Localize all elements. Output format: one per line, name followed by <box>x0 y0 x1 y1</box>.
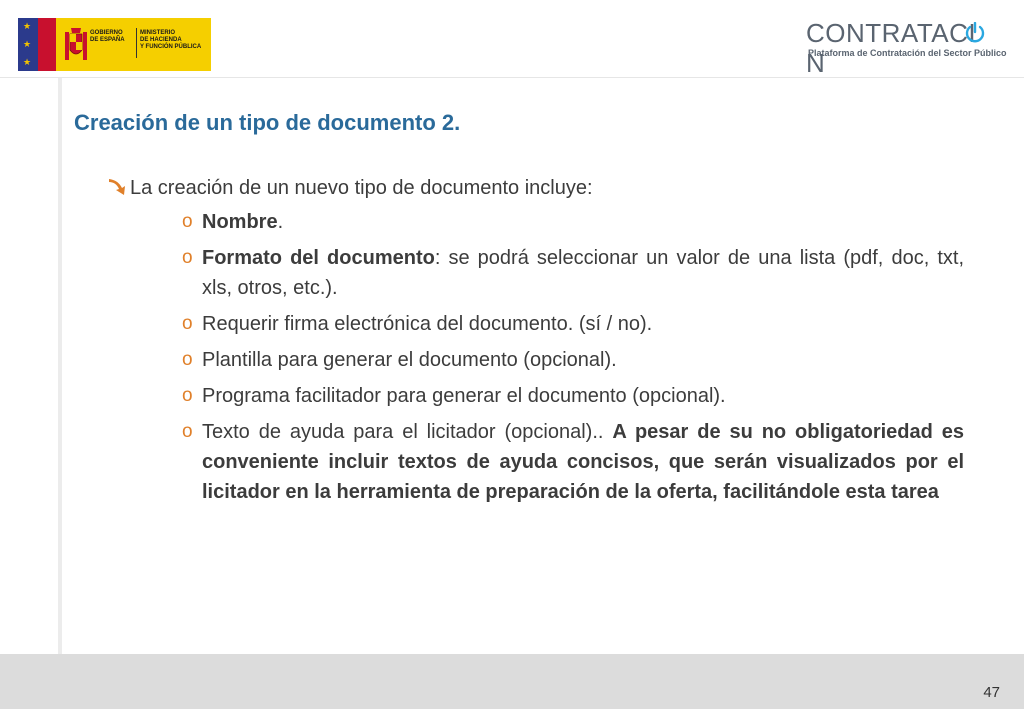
power-icon <box>964 22 986 44</box>
slide-content <box>106 173 966 513</box>
list-item: o Requerir firma electrónica del documento. (sí / no). <box>182 309 966 339</box>
footer-bar <box>0 654 1024 709</box>
intro-text: La creación de un nuevo tipo de documento incluye: <box>130 177 593 199</box>
bullet: o <box>182 349 193 370</box>
feature-list <box>106 207 966 507</box>
bullet: o <box>182 247 193 268</box>
government-logo <box>18 18 211 71</box>
gov-label-line1: GOBIERNO DE ESPAÑA <box>90 30 125 43</box>
eu-flag: ★ ★ ★ <box>18 18 38 71</box>
list-item: o Plantilla para generar el documento (opcional). <box>182 345 966 375</box>
brand-subtitle: Plataforma de Contratación del Sector Público <box>808 48 1007 58</box>
coat-of-arms-icon <box>63 24 89 64</box>
left-margin-rule <box>58 78 62 654</box>
brand-wordmark: CONTRATACIN <box>806 18 977 78</box>
bullet: o <box>182 385 193 406</box>
bullet: o <box>182 211 193 232</box>
contratacion-logo <box>806 18 1016 78</box>
slide-title: Creación de un tipo de documento 2. <box>74 110 461 135</box>
arrow-down-right-icon <box>106 177 128 199</box>
list-item: o Nombre. <box>182 207 966 237</box>
gov-label-line2: MINISTERIO DE HACIENDA Y FUNCIÓN PÚBLICA <box>140 30 202 50</box>
bullet: o <box>182 421 193 442</box>
intro-line <box>106 173 966 203</box>
list-item: o Texto de ayuda para el licitador (opcional).. A pesar de su no obligatoriedad es conveniente incluir textos de ayuda concisos, que serán visualizados por el licitador en la herramienta de preparación de la oferta, facilitándole esta tarea <box>182 417 966 507</box>
page-number: 47 <box>983 684 1000 701</box>
bullet: o <box>182 313 193 334</box>
list-item: o Programa facilitador para generar el documento (opcional). <box>182 381 966 411</box>
list-item: o Formato del documento: se podrá seleccionar un valor de una lista (pdf, doc, txt, xls, otros, etc.). <box>182 243 966 303</box>
